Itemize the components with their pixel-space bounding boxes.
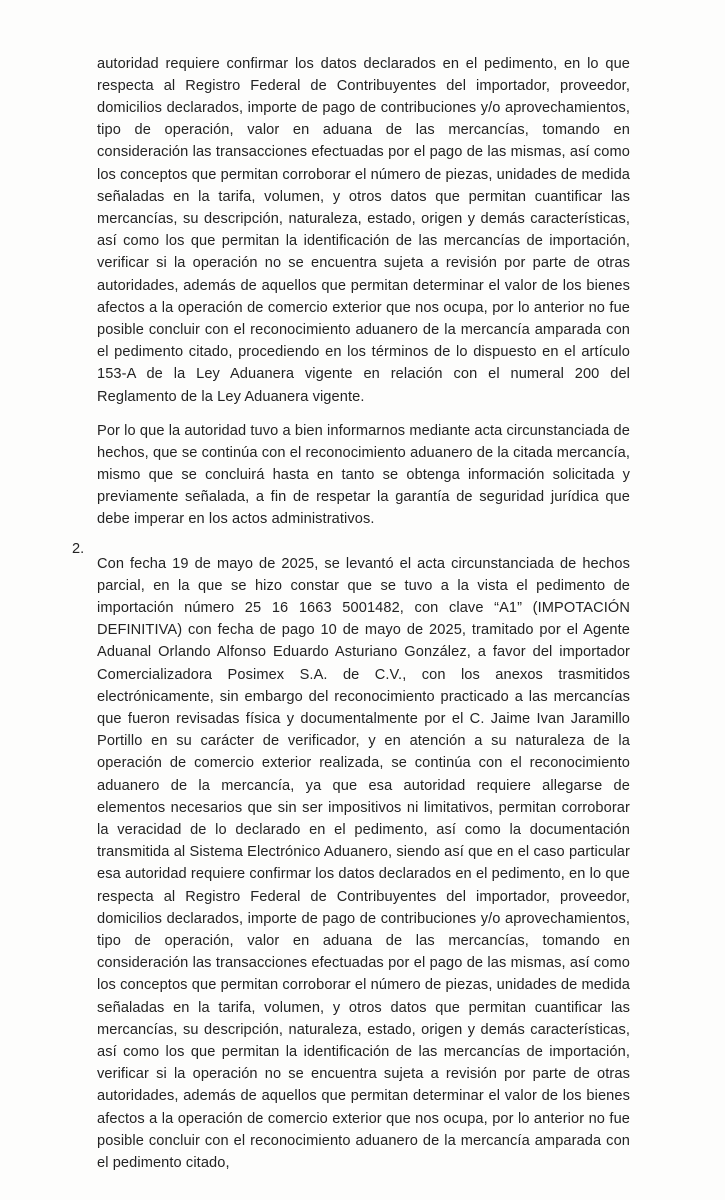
list-item-number: 2. — [72, 541, 85, 557]
paragraph-authority-notice: Por lo que la autoridad tuvo a bien informarnos mediante acta circunstanciada de hechos, que se continúa con el reconocimiento aduanero de la citada mercancía, mismo que se concluirá hasta en tanto se obtenga información solicitada y previamente señalada, a fin de respetar la garantía de seguridad jurídica que debe imperar en los actos administrativos. — [97, 422, 630, 528]
paragraph-continuation: autoridad requiere confirmar los datos declarados en el pedimento, en lo que respecta al Registro Federal de Contribuyentes del importador, proveedor, domicilios declarados, importe de pago de contribuciones y/o aprovechamientos, tipo de operación, valor en aduana de las mercancías, tomando en consideración las transacciones efectuadas por el pago de las mismas, así como los conceptos que permitan corroborar el número de piezas, unidades de medida señaladas en la tarifa, volumen, y otros datos que permitan cuantificar las mercancías, su descripción, naturaleza, estado, origen y demás características, así como los que permitan la identificación de las mercancías de importación, verificar si la operación no se encuentra sujeta a revisión por parte de otras autoridades, además de aquellos que permitan determinar el valor de los bienes afectos a la operación de comercio exterior que nos ocupa, por lo anterior no fue posible concluir con el reconocimiento aduanero de la mercancía amparada con el pedimento citado, procediendo en los términos de lo dispuesto en el artículo 153-A de la Ley Aduanera vigente en relación con el numeral 200 del Reglamento de la Ley Aduanera vigente. — [97, 55, 630, 405]
paragraph-list-item-2: Con fecha 19 de mayo de 2025, se levantó el acta circunstanciada de hechos parcial, en la que se hizo constar que se tuvo a la vista el pedimento de importación número 25 16 1663 5001482, con clave “A1” (IMPOTACIÓN DEFINITIVA) con fecha de pago 10 de mayo de 2025, tramitado por el Agente Aduanal Orlando Alfonso Eduardo Asturiano González, a favor del importador Comercializadora Posimex S.A. de C.V., con los anexos trasmitidos electrónicamente, sin embargo del reconocimiento practicado a las mercancías que fueron revisadas física y documentalmente por el C. Jaime Ivan Jaramillo Portillo en su carácter de verificador, y en atención a su naturaleza de la operación de comercio exterior realizada, se continúa con el reconocimiento aduanero de la mercancía, ya que esa autoridad requiere allegarse de elementos necesarios que sin ser impositivos ni limitativos, permitan corroborar la veracidad de lo declarado en el pedimento, así como la documentación transmitida al Sistema Electrónico Aduanero, siendo así que en el caso particular esa autoridad requiere confirmar los datos declarados en el pedimento, en lo que respecta al Registro Federal de Contribuyentes del importador, proveedor, domicilios declarados, importe de pago de contribuciones y/o aprovechamientos, tipo de operación, valor en aduana de las mercancías, tomando en consideración las transacciones efectuadas por el pago de las mismas, así como los conceptos que permitan corroborar el número de piezas, unidades de medida señaladas en la tarifa, volumen, y otros datos que permitan cuantificar las mercancías, su descripción, naturaleza, estado, origen y demás características, así como los que permitan la identificación de las mercancías de importación, verificar si la operación no se encuentra sujeta a revisión por parte de otras autoridades, además de aquellos que permitan determinar el valor de los bienes afectos a la operación de comercio exterior que nos ocupa, por lo anterior no fue posible concluir con el reconocimiento aduanero de la mercancía amparada con el pedimento citado, — [97, 555, 630, 1172]
